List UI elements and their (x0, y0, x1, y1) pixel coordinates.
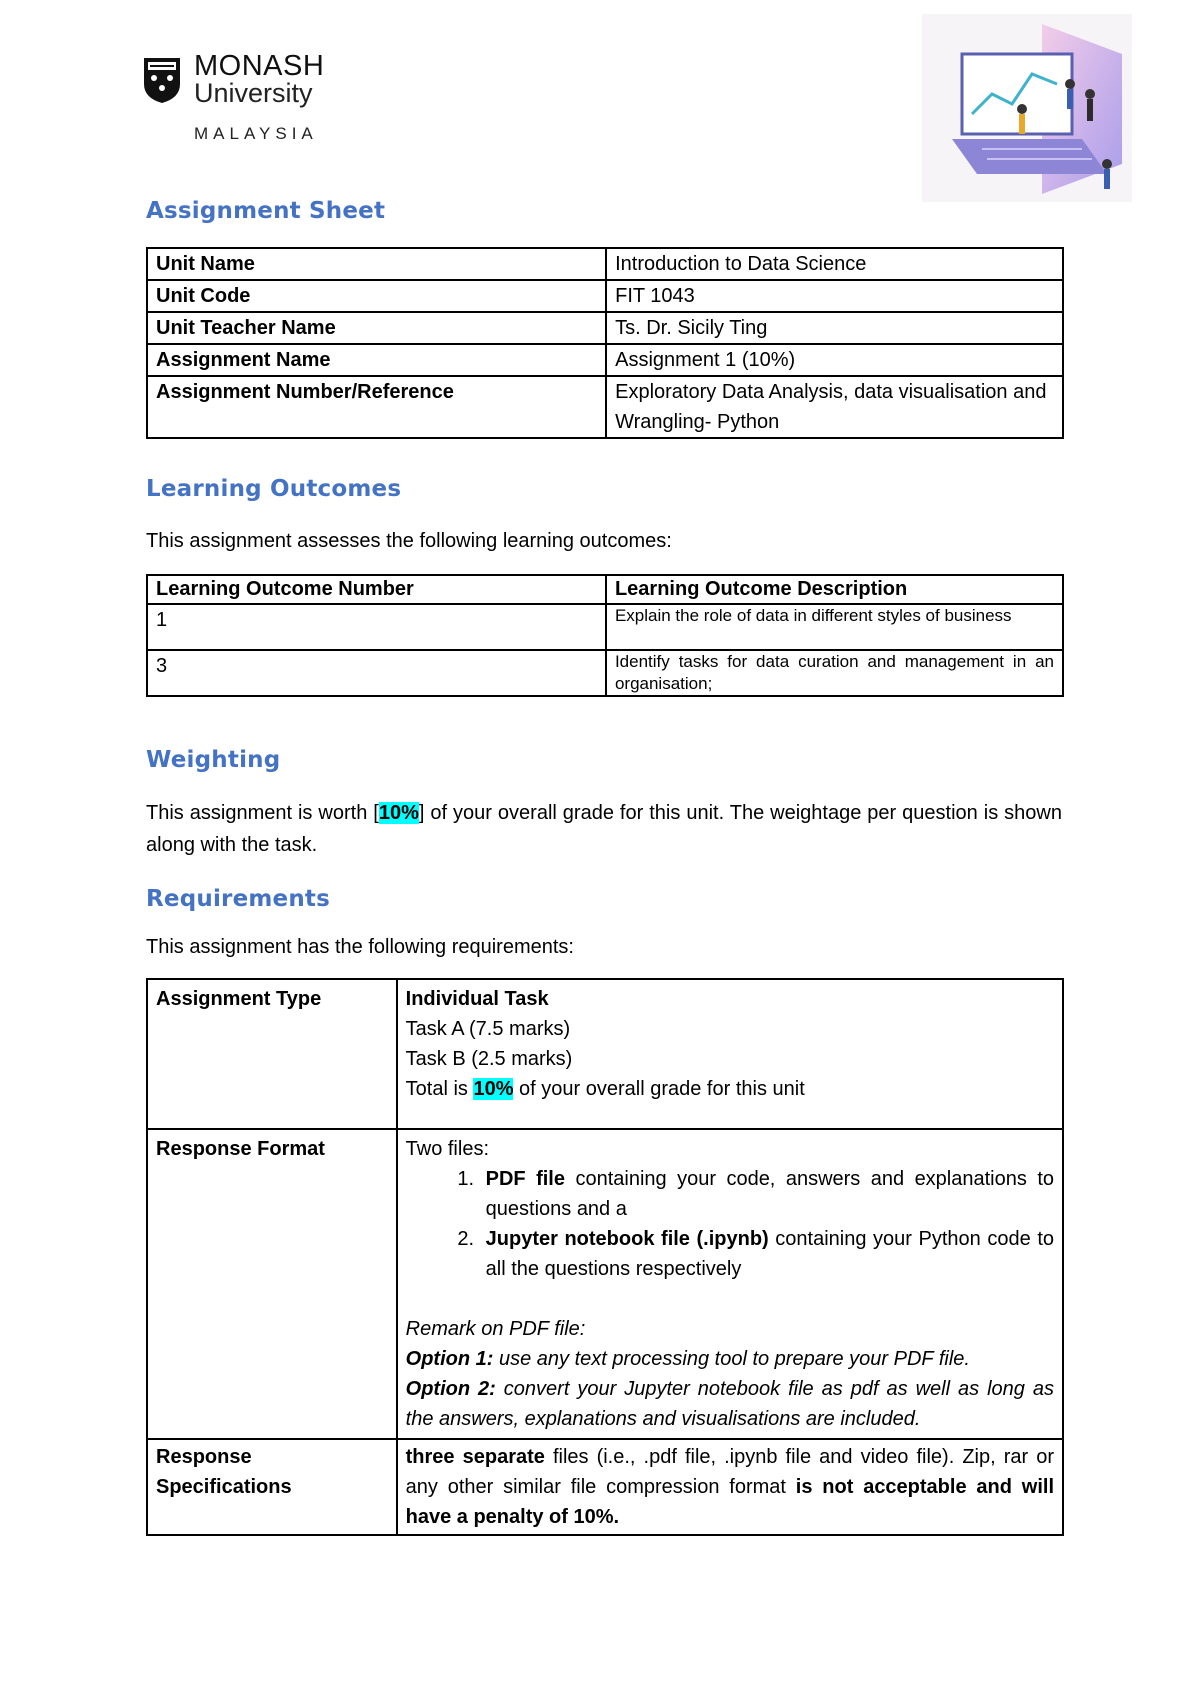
option-2 (406, 1374, 1054, 1434)
logo-university: University (194, 78, 313, 108)
table-row (147, 979, 1063, 1129)
assignment-info-table (146, 247, 1064, 439)
outcome-number: 1 (147, 604, 606, 650)
requirement-value (397, 1439, 1063, 1535)
learning-outcomes-heading: Learning Outcomes (146, 476, 402, 502)
column-header: Learning Outcome Number (147, 575, 606, 604)
info-value: Introduction to Data Science (606, 248, 1063, 280)
table-row (147, 344, 1063, 376)
monash-crest-icon (142, 56, 182, 104)
file-list (406, 1164, 1054, 1284)
table-row (147, 604, 1063, 650)
outcome-number: 3 (147, 650, 606, 696)
requirements-intro: This assignment has the following requirements: (146, 936, 574, 958)
table-row (147, 248, 1063, 280)
info-label: Unit Name (147, 248, 606, 280)
requirement-label: Response Specifications (147, 1439, 397, 1535)
specs-text: files (i.e., .pdf file, .ipynb file and video file). Zip, rar or any other similar file compression format (405, 1446, 1054, 1498)
info-label: Assignment Number/Reference (147, 376, 606, 438)
requirement-value (397, 1129, 1063, 1439)
table-row (147, 1439, 1063, 1535)
file-desc: containing your code, answers and explanations to questions and a (485, 1168, 1054, 1220)
info-label: Unit Code (147, 280, 606, 312)
option-text: convert your Jupyter notebook file as pdf as well as long as the answers, explanations and visualisations are included. (405, 1378, 1054, 1430)
column-header: Learning Outcome Description (606, 575, 1063, 604)
weighting-highlight: 10% (378, 802, 419, 824)
total-text: of your overall grade for this unit (513, 1078, 805, 1100)
type-line: Task A (7.5 marks) (405, 1018, 571, 1040)
total-highlight: 10% (473, 1078, 514, 1100)
type-line: Individual Task (405, 988, 549, 1010)
info-label: Assignment Name (147, 344, 606, 376)
requirement-value (397, 979, 1063, 1129)
list-item (480, 1224, 1054, 1284)
table-row (147, 312, 1063, 344)
logo-country: MALAYSIA (194, 124, 318, 143)
total-text: Total is (405, 1078, 474, 1100)
option-label: Option 1: (405, 1348, 494, 1370)
monash-logo (142, 52, 342, 152)
type-total (406, 1074, 1054, 1104)
info-value: Exploratory Data Analysis, data visualisation and Wrangling- Python (606, 376, 1063, 438)
weighting-text-before: This assignment is worth [ (146, 802, 379, 824)
outcome-description: Identify tasks for data curation and management in an organisation; (606, 650, 1063, 696)
option-1 (406, 1344, 1054, 1374)
info-value: Assignment 1 (10%) (606, 344, 1063, 376)
outcome-description: Explain the role of data in different styles of business (606, 604, 1063, 650)
data-science-illustration (922, 14, 1132, 202)
weighting-heading: Weighting (146, 747, 281, 773)
file-type: Jupyter notebook file (.ipynb) (485, 1228, 769, 1250)
info-value: FIT 1043 (606, 280, 1063, 312)
table-header-row (147, 575, 1063, 604)
requirements-table (146, 978, 1064, 1536)
weighting-paragraph (146, 797, 1062, 861)
list-item (480, 1164, 1054, 1224)
type-line: Task B (2.5 marks) (405, 1048, 573, 1070)
table-row (147, 376, 1063, 438)
info-value: Ts. Dr. Sicily Ting (606, 312, 1063, 344)
requirement-label: Assignment Type (147, 979, 397, 1129)
file-desc: containing your Python code to all the questions respectively (485, 1228, 1055, 1280)
format-intro: Two files: (405, 1138, 489, 1160)
option-text: use any text processing tool to prepare your PDF file. (493, 1348, 970, 1370)
file-type: PDF file (485, 1168, 565, 1190)
table-row (147, 280, 1063, 312)
weighting-text-after: ] of your overall grade for this unit. The weightage per question is shown along with the task. (146, 802, 1062, 856)
assignment-sheet-heading: Assignment Sheet (146, 198, 386, 224)
info-label: Unit Teacher Name (147, 312, 606, 344)
remark-title: Remark on PDF file: (405, 1318, 586, 1340)
specs-bold: is not acceptable and will have a penalty of 10%. (405, 1476, 1054, 1528)
learning-outcomes-table (146, 574, 1064, 697)
requirements-heading: Requirements (146, 886, 330, 912)
specs-bold: three separate (405, 1446, 545, 1468)
illustration-graphic (922, 14, 1132, 202)
learning-outcomes-intro: This assignment assesses the following learning outcomes: (146, 530, 672, 552)
logo-name: MONASH (194, 50, 325, 82)
table-row (147, 1129, 1063, 1439)
table-row (147, 650, 1063, 696)
requirement-label: Response Format (147, 1129, 397, 1439)
option-label: Option 2: (405, 1378, 496, 1400)
